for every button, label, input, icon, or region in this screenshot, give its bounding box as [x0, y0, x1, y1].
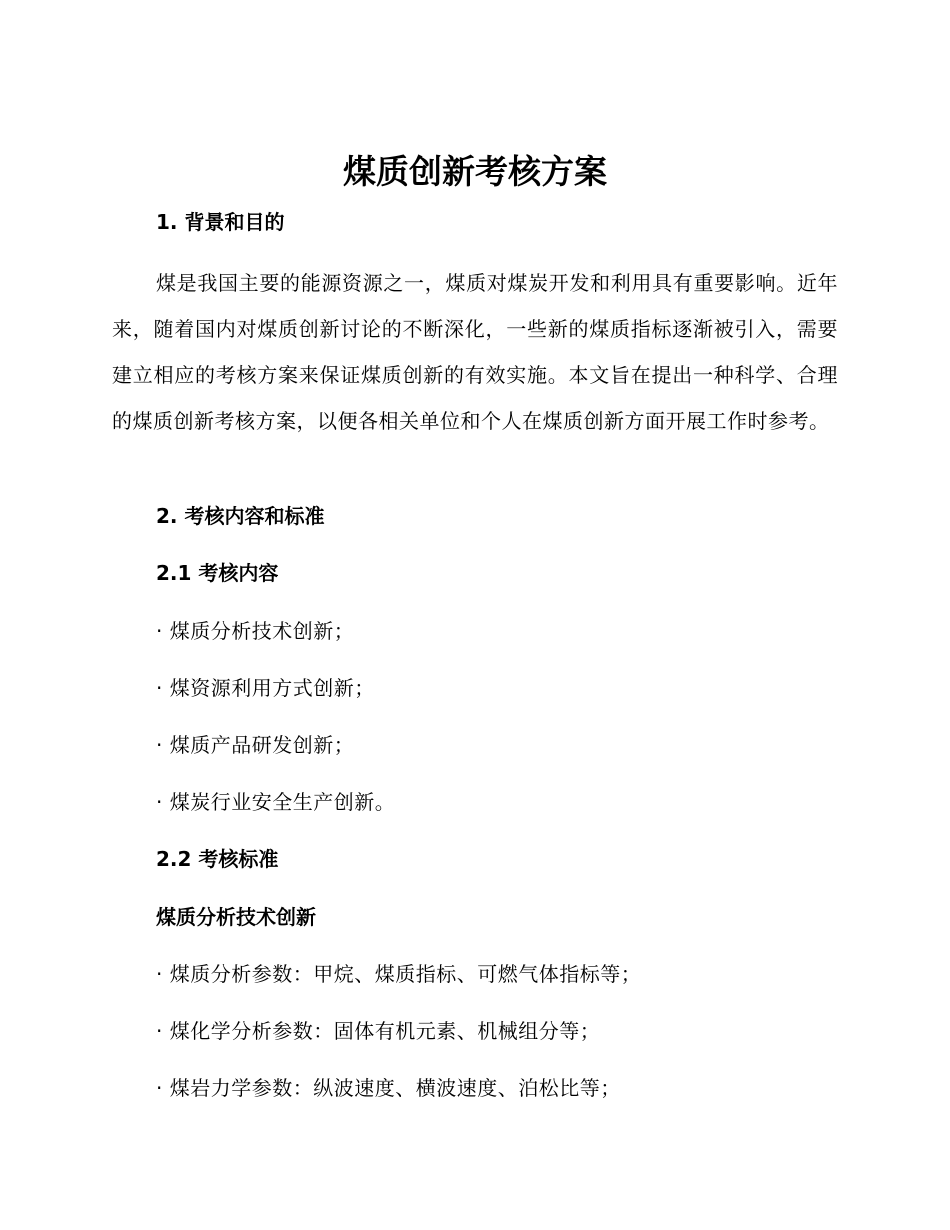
list-item: · 煤炭行业安全生产创新。	[156, 790, 396, 814]
subsection-heading-content: 2.1 考核内容	[156, 561, 279, 585]
document-title: 煤质创新考核方案	[343, 152, 607, 191]
list-item: · 煤岩力学参数：纵波速度、横波速度、泊松比等；	[156, 1076, 621, 1100]
standards-subheading: 煤质分析技术创新	[156, 905, 316, 929]
section-heading-background: 1. 背景和目的	[156, 210, 285, 234]
background-paragraph: 煤是我国主要的能源资源之一，煤质对煤炭开发和利用具有重要影响。近年来，随着国内对煤质创新讨论的不断深化，一些新的煤质指标逐渐被引入，需要建立相应的考核方案来保证煤质创新的有效实施。本文旨在提出一种科学、合理的煤质创新考核方案，以便各相关单位和个人在煤质创新方面开展工作时参考。	[112, 271, 838, 433]
list-item: · 煤质分析技术创新；	[156, 619, 355, 643]
list-item: · 煤资源利用方式创新；	[156, 676, 375, 700]
list-item: · 煤化学分析参数：固体有机元素、机械组分等；	[156, 1019, 601, 1043]
list-item: · 煤质分析参数：甲烷、煤质指标、可燃气体指标等；	[156, 962, 642, 986]
list-item: · 煤质产品研发创新；	[156, 733, 355, 757]
section-heading-content-standards: 2. 考核内容和标准	[156, 504, 325, 528]
subsection-heading-standards: 2.2 考核标准	[156, 847, 279, 871]
